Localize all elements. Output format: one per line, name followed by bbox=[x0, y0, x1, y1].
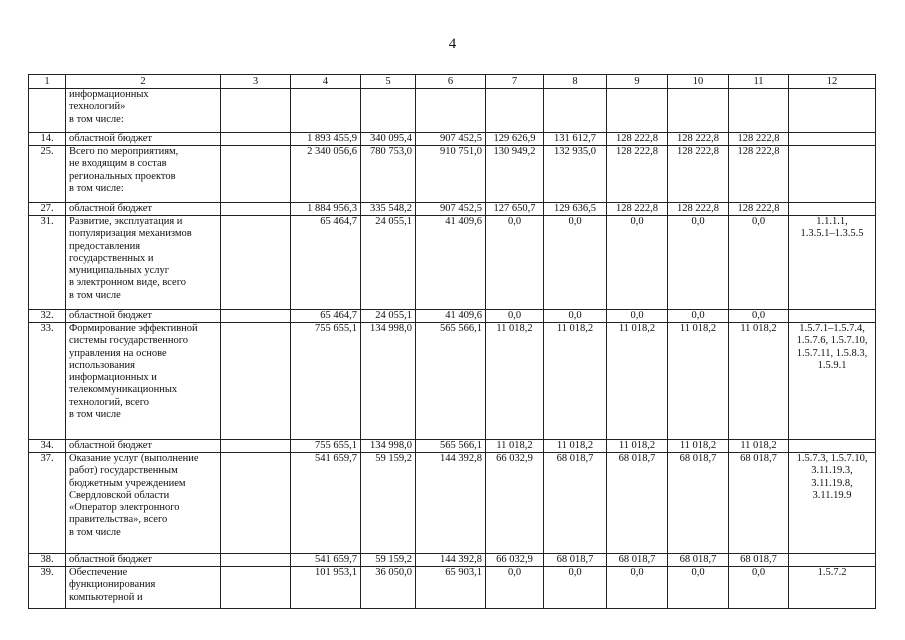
value-col-9 bbox=[607, 89, 668, 133]
value-col-6: 565 566,1 bbox=[416, 323, 486, 440]
value-col-8: 131 612,7 bbox=[544, 133, 607, 146]
value-col-6: 565 566,1 bbox=[416, 440, 486, 453]
row-number: 37. bbox=[29, 453, 66, 554]
value-col-9: 128 222,8 bbox=[607, 146, 668, 203]
value-col-5: 36 050,0 bbox=[361, 567, 416, 609]
value-col-10: 0,0 bbox=[668, 567, 729, 609]
row-number: 32. bbox=[29, 310, 66, 323]
value-col-5: 59 159,2 bbox=[361, 453, 416, 554]
table-row bbox=[29, 453, 876, 554]
target-indicators bbox=[789, 89, 876, 133]
table-row bbox=[29, 203, 876, 216]
target-indicators bbox=[789, 310, 876, 323]
value-col-7 bbox=[486, 89, 544, 133]
value-col-5: 59 159,2 bbox=[361, 554, 416, 567]
value-col-3 bbox=[221, 554, 291, 567]
value-col-11: 11 018,2 bbox=[729, 323, 789, 440]
value-col-10: 128 222,8 bbox=[668, 203, 729, 216]
value-col-8: 68 018,7 bbox=[544, 554, 607, 567]
value-col-4: 541 659,7 bbox=[291, 554, 361, 567]
value-col-10: 128 222,8 bbox=[668, 133, 729, 146]
value-col-3 bbox=[221, 440, 291, 453]
header-cell-2: 2 bbox=[66, 75, 221, 89]
target-indicators: 1.5.7.3, 1.5.7.10, 3.11.19.3, 3.11.19.8, 3.11.19.9 bbox=[789, 453, 876, 554]
row-name: Оказание услуг (выполнение работ) государственным бюджетным учреждением Свердловской области «Оператор электронного правительства», всего в том числе bbox=[66, 453, 221, 554]
value-col-7: 127 650,7 bbox=[486, 203, 544, 216]
value-col-7: 0,0 bbox=[486, 216, 544, 310]
row-number: 27. bbox=[29, 203, 66, 216]
value-col-5: 335 548,2 bbox=[361, 203, 416, 216]
row-name: Всего по мероприятиям, не входящим в состав региональных проектов в том числе: bbox=[66, 146, 221, 203]
value-col-7: 0,0 bbox=[486, 567, 544, 609]
value-col-9: 128 222,8 bbox=[607, 133, 668, 146]
budget-table bbox=[28, 74, 876, 609]
value-col-4: 755 655,1 bbox=[291, 440, 361, 453]
row-name: Обеспечение функционирования компьютерной и bbox=[66, 567, 221, 609]
value-col-11: 68 018,7 bbox=[729, 554, 789, 567]
value-col-7: 66 032,9 bbox=[486, 453, 544, 554]
value-col-3 bbox=[221, 146, 291, 203]
value-col-5: 780 753,0 bbox=[361, 146, 416, 203]
value-col-9: 11 018,2 bbox=[607, 323, 668, 440]
value-col-10 bbox=[668, 89, 729, 133]
value-col-4: 541 659,7 bbox=[291, 453, 361, 554]
row-number: 25. bbox=[29, 146, 66, 203]
value-col-5: 24 055,1 bbox=[361, 216, 416, 310]
target-indicators bbox=[789, 146, 876, 203]
row-number bbox=[29, 89, 66, 133]
value-col-8: 11 018,2 bbox=[544, 440, 607, 453]
value-col-10: 68 018,7 bbox=[668, 554, 729, 567]
value-col-7: 129 626,9 bbox=[486, 133, 544, 146]
value-col-10: 11 018,2 bbox=[668, 323, 729, 440]
value-col-5: 134 998,0 bbox=[361, 323, 416, 440]
value-col-10: 0,0 bbox=[668, 310, 729, 323]
value-col-9: 0,0 bbox=[607, 567, 668, 609]
row-number: 39. bbox=[29, 567, 66, 609]
row-name: Формирование эффективной системы государственного управления на основе использования информационных и телекоммуникационных технологий, всего в том числе bbox=[66, 323, 221, 440]
value-col-11: 128 222,8 bbox=[729, 146, 789, 203]
target-indicators bbox=[789, 554, 876, 567]
row-number: 38. bbox=[29, 554, 66, 567]
value-col-6 bbox=[416, 89, 486, 133]
value-col-9: 11 018,2 bbox=[607, 440, 668, 453]
header-row bbox=[29, 75, 876, 89]
value-col-3 bbox=[221, 323, 291, 440]
value-col-3 bbox=[221, 567, 291, 609]
value-col-4: 101 953,1 bbox=[291, 567, 361, 609]
value-col-3 bbox=[221, 89, 291, 133]
value-col-3 bbox=[221, 203, 291, 216]
row-name: информационных технологий» в том числе: bbox=[66, 89, 221, 133]
value-col-8: 11 018,2 bbox=[544, 323, 607, 440]
value-col-11: 0,0 bbox=[729, 567, 789, 609]
value-col-8: 0,0 bbox=[544, 310, 607, 323]
value-col-11 bbox=[729, 89, 789, 133]
value-col-6: 907 452,5 bbox=[416, 203, 486, 216]
row-name: областной бюджет bbox=[66, 440, 221, 453]
row-name: областной бюджет bbox=[66, 554, 221, 567]
value-col-6: 144 392,8 bbox=[416, 554, 486, 567]
header-cell-10: 10 bbox=[668, 75, 729, 89]
value-col-6: 65 903,1 bbox=[416, 567, 486, 609]
target-indicators bbox=[789, 440, 876, 453]
table-row bbox=[29, 440, 876, 453]
page-number: 4 bbox=[448, 36, 457, 52]
header-cell-9: 9 bbox=[607, 75, 668, 89]
value-col-7: 11 018,2 bbox=[486, 440, 544, 453]
value-col-3 bbox=[221, 310, 291, 323]
value-col-11: 0,0 bbox=[729, 310, 789, 323]
value-col-5: 340 095,4 bbox=[361, 133, 416, 146]
table-row bbox=[29, 310, 876, 323]
value-col-3 bbox=[221, 453, 291, 554]
table-row bbox=[29, 216, 876, 310]
value-col-5: 24 055,1 bbox=[361, 310, 416, 323]
row-name: областной бюджет bbox=[66, 310, 221, 323]
value-col-6: 144 392,8 bbox=[416, 453, 486, 554]
value-col-6: 41 409,6 bbox=[416, 310, 486, 323]
value-col-4: 1 893 455,9 bbox=[291, 133, 361, 146]
value-col-7: 0,0 bbox=[486, 310, 544, 323]
target-indicators bbox=[789, 203, 876, 216]
target-indicators: 1.5.7.2 bbox=[789, 567, 876, 609]
value-col-8: 132 935,0 bbox=[544, 146, 607, 203]
value-col-6: 910 751,0 bbox=[416, 146, 486, 203]
table-body bbox=[29, 75, 876, 609]
table-row bbox=[29, 89, 876, 133]
header-cell-7: 7 bbox=[486, 75, 544, 89]
value-col-11: 128 222,8 bbox=[729, 203, 789, 216]
value-col-11: 0,0 bbox=[729, 216, 789, 310]
row-name: областной бюджет bbox=[66, 203, 221, 216]
header-cell-12: 12 bbox=[789, 75, 876, 89]
row-number: 14. bbox=[29, 133, 66, 146]
value-col-4: 65 464,7 bbox=[291, 216, 361, 310]
value-col-5: 134 998,0 bbox=[361, 440, 416, 453]
header-cell-1: 1 bbox=[29, 75, 66, 89]
value-col-9: 0,0 bbox=[607, 310, 668, 323]
target-indicators: 1.5.7.1–1.5.7.4, 1.5.7.6, 1.5.7.10, 1.5.7.11, 1.5.8.3, 1.5.9.1 bbox=[789, 323, 876, 440]
row-number: 33. bbox=[29, 323, 66, 440]
value-col-9: 0,0 bbox=[607, 216, 668, 310]
value-col-11: 11 018,2 bbox=[729, 440, 789, 453]
table-row bbox=[29, 133, 876, 146]
header-cell-8: 8 bbox=[544, 75, 607, 89]
value-col-10: 128 222,8 bbox=[668, 146, 729, 203]
row-number: 31. bbox=[29, 216, 66, 310]
value-col-7: 11 018,2 bbox=[486, 323, 544, 440]
value-col-4: 65 464,7 bbox=[291, 310, 361, 323]
header-cell-11: 11 bbox=[729, 75, 789, 89]
header-cell-5: 5 bbox=[361, 75, 416, 89]
value-col-4: 2 340 056,6 bbox=[291, 146, 361, 203]
target-indicators bbox=[789, 133, 876, 146]
value-col-5 bbox=[361, 89, 416, 133]
header-cell-3: 3 bbox=[221, 75, 291, 89]
value-col-8: 129 636,5 bbox=[544, 203, 607, 216]
table-row bbox=[29, 323, 876, 440]
value-col-11: 68 018,7 bbox=[729, 453, 789, 554]
value-col-8: 0,0 bbox=[544, 567, 607, 609]
value-col-7: 130 949,2 bbox=[486, 146, 544, 203]
row-name: Развитие, эксплуатация и популяризация механизмов предоставления государственных и муниципальных услуг в электронном виде, всего в том числе bbox=[66, 216, 221, 310]
value-col-11: 128 222,8 bbox=[729, 133, 789, 146]
value-col-3 bbox=[221, 216, 291, 310]
header-cell-6: 6 bbox=[416, 75, 486, 89]
value-col-6: 41 409,6 bbox=[416, 216, 486, 310]
table-row bbox=[29, 146, 876, 203]
value-col-4 bbox=[291, 89, 361, 133]
value-col-4: 1 884 956,3 bbox=[291, 203, 361, 216]
value-col-8: 0,0 bbox=[544, 216, 607, 310]
value-col-8 bbox=[544, 89, 607, 133]
value-col-10: 0,0 bbox=[668, 216, 729, 310]
value-col-9: 68 018,7 bbox=[607, 453, 668, 554]
value-col-7: 66 032,9 bbox=[486, 554, 544, 567]
row-number: 34. bbox=[29, 440, 66, 453]
header-cell-4: 4 bbox=[291, 75, 361, 89]
table-row bbox=[29, 554, 876, 567]
value-col-9: 128 222,8 bbox=[607, 203, 668, 216]
value-col-4: 755 655,1 bbox=[291, 323, 361, 440]
value-col-10: 11 018,2 bbox=[668, 440, 729, 453]
target-indicators: 1.1.1.1, 1.3.5.1–1.3.5.5 bbox=[789, 216, 876, 310]
table-row bbox=[29, 567, 876, 609]
row-name: областной бюджет bbox=[66, 133, 221, 146]
value-col-6: 907 452,5 bbox=[416, 133, 486, 146]
value-col-8: 68 018,7 bbox=[544, 453, 607, 554]
value-col-3 bbox=[221, 133, 291, 146]
value-col-10: 68 018,7 bbox=[668, 453, 729, 554]
value-col-9: 68 018,7 bbox=[607, 554, 668, 567]
